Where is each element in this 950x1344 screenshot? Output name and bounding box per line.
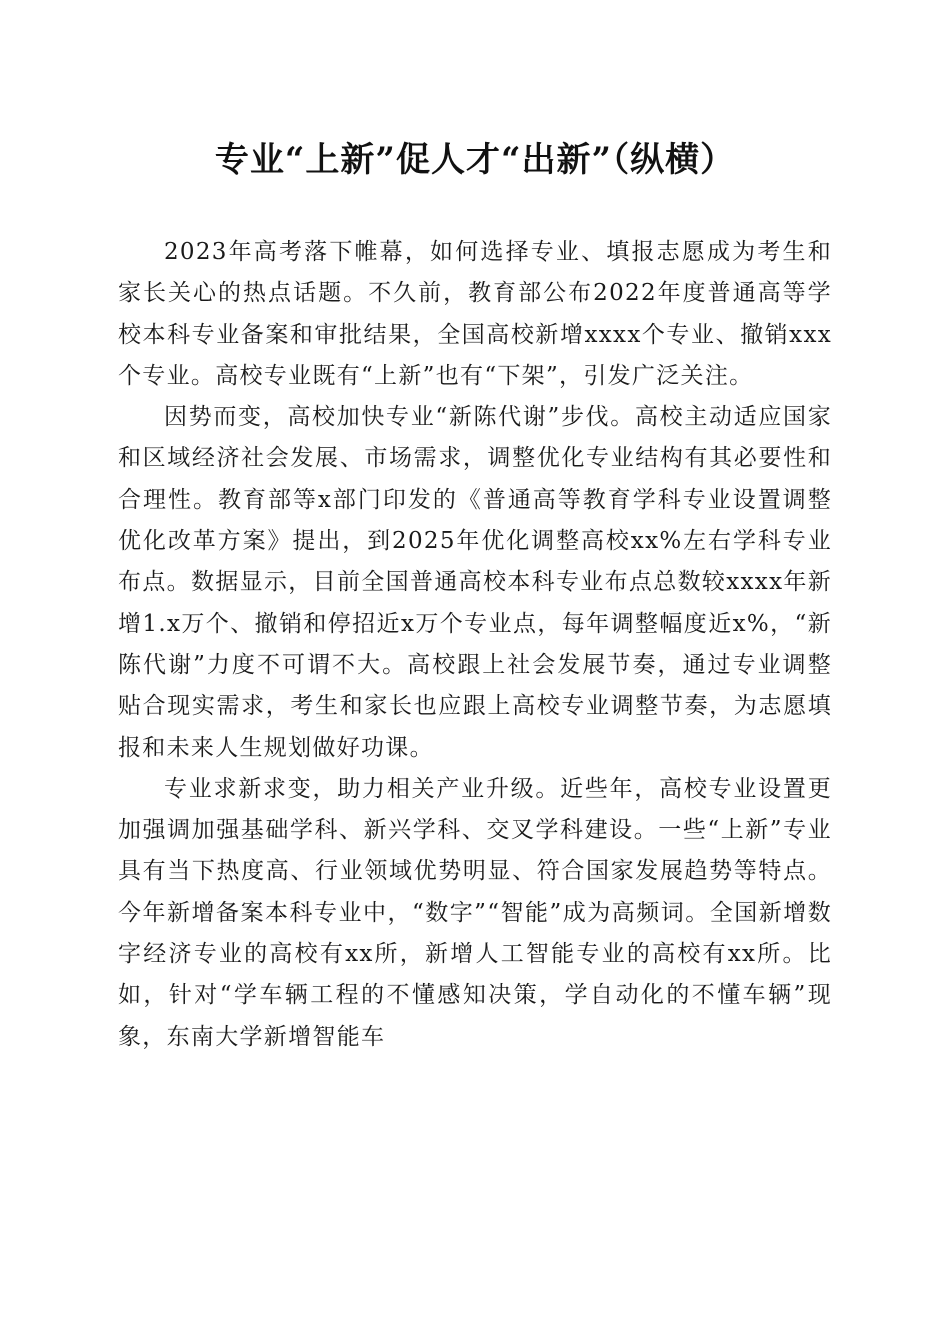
article-title: 专业“上新”促人才“出新”（纵横） bbox=[214, 140, 736, 180]
paragraph-1: 2023年高考落下帷幕，如何选择专业、填报志愿成为考生和家长关心的热点话题。不久前，教育部公布2022年度普通高等学校本科专业备案和审批结果，全国高校新增xxxx个专业、撤销xxx个专业。高校专业既有“上新”也有“下架”，引发广泛关注。 bbox=[118, 239, 832, 389]
paragraph-3: 专业求新求变，助力相关产业升级。近些年，高校专业设置更加强调加强基础学科、新兴学科、交叉学科建设。一些“上新”专业具有当下热度高、行业领域优势明显、符合国家发展趋势等特点。今年新增备案本科专业中，“数字”“智能”成为高频词。全国新增数字经济专业的高校有xx所，新增人工智能专业的高校有xx所。比如，针对“学车辆工程的不懂感知决策，学自动化的不懂车辆”现象，东南大学新增智能车 bbox=[118, 775, 832, 1050]
article-body bbox=[118, 232, 832, 1058]
paragraph-2: 因势而变，高校加快专业“新陈代谢”步伐。高校主动适应国家和区域经济社会发展、市场需求，调整优化专业结构有其必要性和合理性。教育部等x部门印发的《普通高等教育学科专业设置调整优化改革方案》提出，到2025年优化调整高校xx%左右学科专业布点。数据显示，目前全国普通高校本科专业布点总数较xxxx年新增1.x万个、撤销和停招近x万个专业点，每年调整幅度近x%，“新陈代谢”力度不可谓不大。高校跟上社会发展节奏，通过专业调整贴合现实需求，考生和家长也应跟上高校专业调整节奏，为志愿填报和未来人生规划做好功课。 bbox=[118, 404, 832, 761]
